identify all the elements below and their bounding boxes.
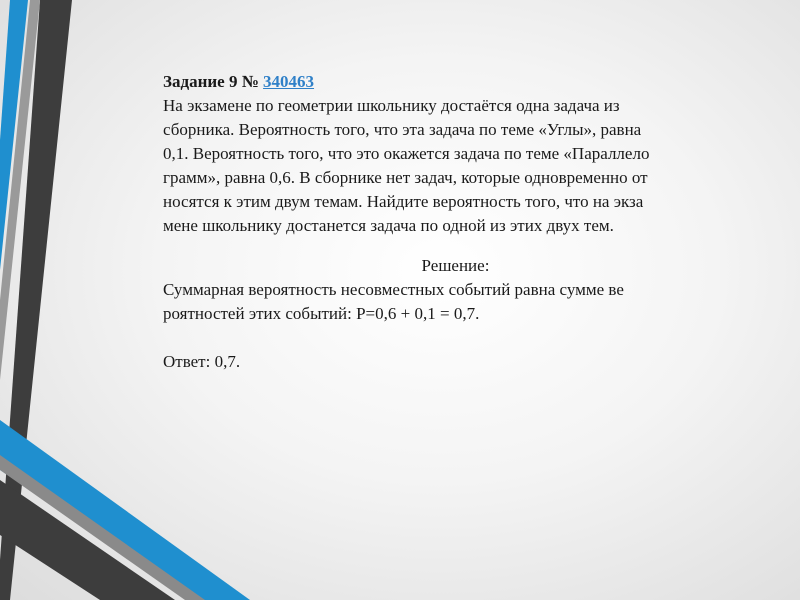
solution-title: Решение: [421,256,490,275]
task-heading [163,70,748,94]
answer-text: Ответ: 0,7. [163,352,241,371]
slide-content [163,70,748,374]
problem-text: На экзамене по геометрии школьнику достаётся одна задача из сборника. Вероятность того, что эта задача по теме «Углы», равна 0,1. Вероятность того, что это окажется задача по теме «Параллело грамм», равна 0,6. В сборнике нет задач, которые одновременно от носятся к этим двум темам. Найдите вероятность того, что на экза мене школьнику достанется задача по одной из этих двух тем. [163,96,650,235]
solution-text: Суммарная вероятность несовместных событий равна сумме ве роятностей этих событий: P=0,6 + 0,1 = 0,7. [163,280,624,323]
task-heading-label: Задание 9 № [163,72,259,91]
task-number-link[interactable]: 340463 [263,72,315,91]
